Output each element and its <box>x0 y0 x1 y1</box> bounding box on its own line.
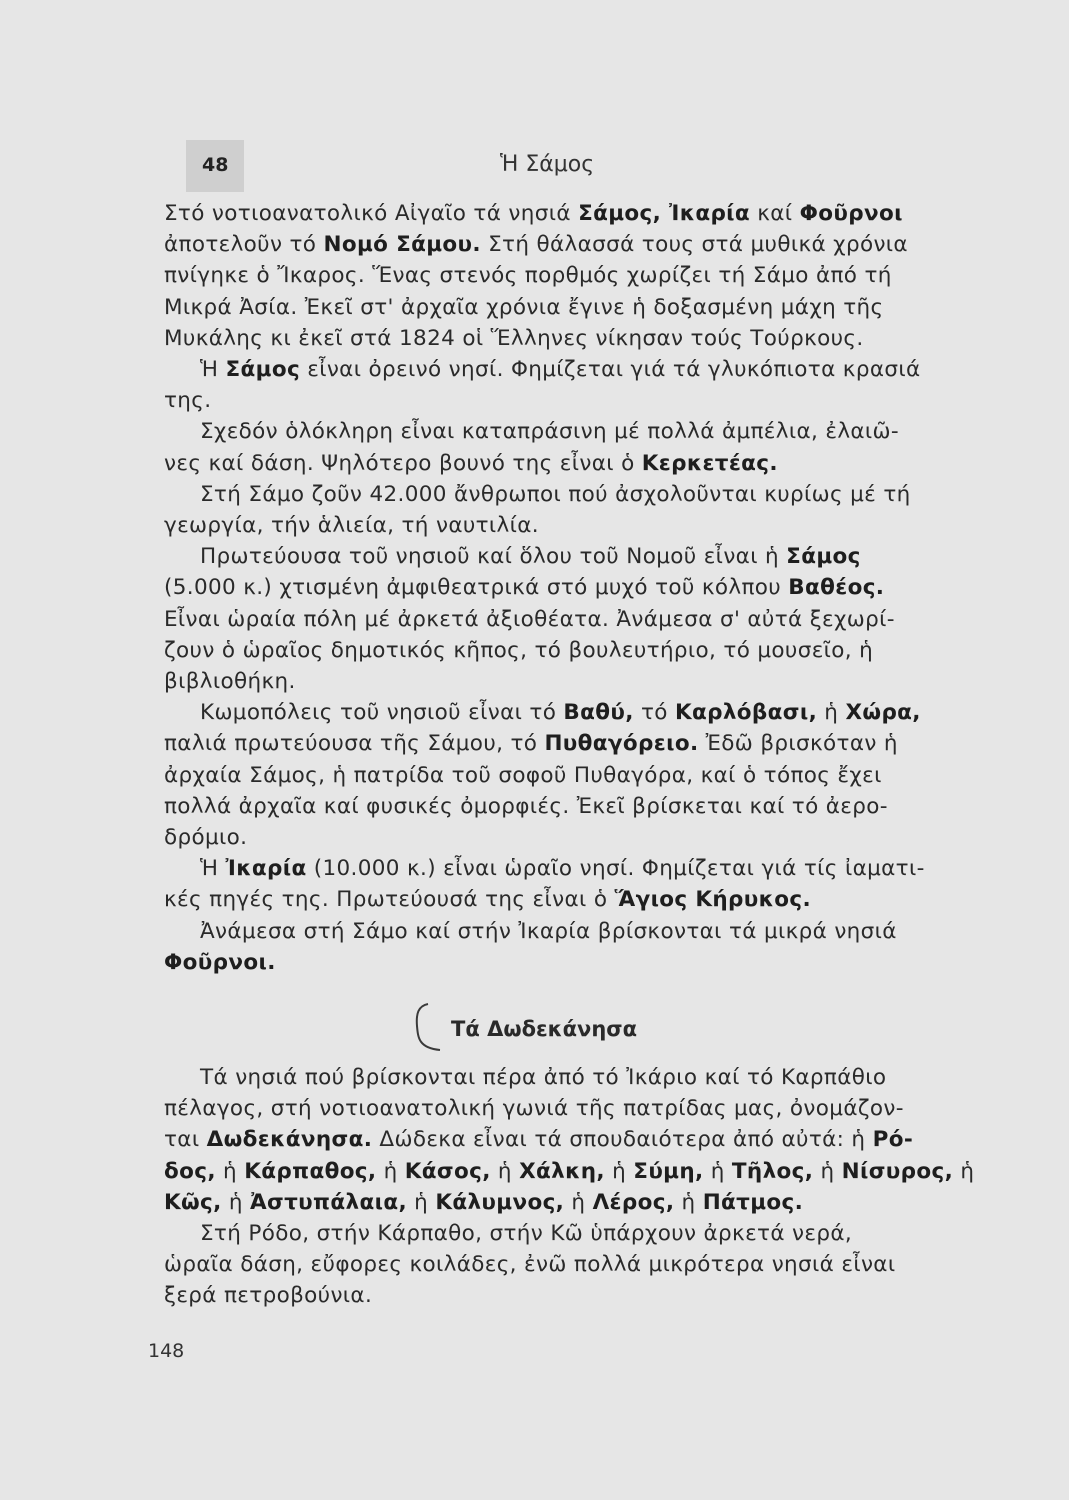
bold-term: Δωδεκάνησα. <box>206 1127 373 1153</box>
bold-term: Ἅγιος Κήρυκος. <box>614 887 811 913</box>
bold-term: Φοῦρνοι. <box>164 949 276 975</box>
text-run: ξερά πετροβούνια. <box>164 1283 373 1309</box>
text-run: Τά νησιά πού βρίσκονται πέρα ἀπό τό Ἰκάριο καί τό Καρπάθιο <box>200 1065 887 1090</box>
bold-term: Νίσυρος, <box>841 1158 954 1184</box>
bold-term: Φοῦρνοι <box>799 201 903 226</box>
text-line <box>164 760 954 791</box>
bold-term: Κάσος, <box>404 1158 491 1184</box>
text-line <box>164 697 954 728</box>
samos-section <box>164 198 954 978</box>
text-run: Πρωτεύουσα τοῦ νησιοῦ καί ὅλου τοῦ Νομοῦ εἶναι ἡ <box>200 544 787 570</box>
text-run: Ἀνάμεσα στή Σάμο καί στήν Ἰκαρία βρίσκονται τά μικρά νησιά <box>200 918 897 944</box>
bold-term: Κάρπαθος, <box>244 1158 377 1184</box>
text-run: Στό νοτιοανατολικό Αἰγαῖο τά νησιά <box>164 201 579 226</box>
text-run: βιβλιοθήκη. <box>164 669 296 695</box>
text-run: τό <box>633 700 675 726</box>
text-line <box>164 229 954 260</box>
section-title: Τά Δωδεκάνησα <box>451 1017 638 1041</box>
page-label-badge <box>186 140 244 192</box>
text-run: Μικρά Ἀσία. Ἐκεῖ στ' ἀρχαῖα χρόνια ἔγινε ἡ δοξασμένη μάχη τῆς <box>164 294 884 320</box>
bold-term: Λέρος, <box>592 1189 675 1215</box>
text-line <box>164 604 954 635</box>
text-run: ἀρχαία Σάμος, ἡ πατρίδα τοῦ σοφοῦ Πυθαγόρα, καί ὁ τόπος ἔχει <box>164 762 882 788</box>
text-run: Ἡ <box>200 856 226 882</box>
text-run: ἡ <box>813 1158 842 1184</box>
text-line <box>164 635 954 666</box>
bold-term: Πάτμος. <box>702 1189 804 1215</box>
bold-term: Κάλυμνος, <box>435 1189 565 1215</box>
bold-term: Χάλκη, <box>519 1158 605 1184</box>
bold-term: Σάμος <box>786 544 861 570</box>
text-line <box>164 791 954 822</box>
bold-term: Βαθέος. <box>788 575 885 601</box>
text-run: πνίγηκε ὁ Ἴκαρος. Ἕνας στενός πορθμός χωρίζει τή Σάμο ἀπό τή <box>164 263 892 289</box>
text-line <box>164 416 954 447</box>
text-line <box>164 853 954 884</box>
text-run: Δώδεκα εἶναι τά σπουδαιότερα ἀπό αὐτά: ἡ <box>372 1127 873 1153</box>
text-run: Στή Σάμο ζοῦν 42.000 ἄνθρωποι πού ἀσχολοῦνται κυρίως μέ τή <box>200 481 911 507</box>
text-line <box>164 1280 954 1311</box>
text-line <box>164 1062 954 1093</box>
text-line <box>164 448 954 479</box>
text-run: Εἶναι ὡραία πόλη μέ ἀρκετά ἀξιοθέατα. Ἀνάμεσα σ' αὐτά ξεχωρί- <box>164 606 895 632</box>
text-run: ἡ <box>564 1189 593 1215</box>
text-run: ἡ <box>406 1189 436 1215</box>
text-run: γεωργία, τήν ἁλιεία, τή ναυτιλία. <box>164 513 539 539</box>
text-run: της. <box>164 388 212 414</box>
bold-term: Πυθαγόρειο. <box>544 731 699 757</box>
text-line <box>164 822 954 853</box>
text-line <box>164 1249 954 1280</box>
running-title: Ἡ Σάμος <box>500 152 595 177</box>
text-line <box>164 541 954 572</box>
text-run: ἡ <box>953 1158 975 1184</box>
page-label: 48 <box>202 154 229 176</box>
text-line <box>164 1124 954 1155</box>
bold-term: Σάμος <box>225 357 301 383</box>
pen-mark-icon <box>410 1000 450 1056</box>
text-run: εἶναι ὀρεινό νησί. Φημίζεται γιά τά γλυκόπιοτα κρασιά <box>300 357 921 383</box>
bold-term: Κῶς, <box>164 1189 222 1215</box>
text-run: πέλαγος, στή νοτιοανατολική γωνιά τῆς πατρίδας μας, ὀνομάζον- <box>164 1096 904 1122</box>
text-line <box>164 1187 954 1218</box>
text-line <box>164 323 954 354</box>
text-run: ἡ <box>490 1158 520 1184</box>
text-run: Στή θάλασσά τους στά μυθικά χρόνια <box>480 232 908 258</box>
text-line <box>164 198 954 229</box>
bold-term: Κερκετέας. <box>641 450 778 476</box>
text-run: ἡ <box>817 700 846 726</box>
page-number: 148 <box>148 1340 185 1362</box>
text-line <box>164 292 954 323</box>
text-run: Κωμοπόλεις τοῦ νησιοῦ εἶναι τό <box>200 700 564 726</box>
text-line <box>164 479 954 510</box>
text-run: ὡραῖα δάση, εὔφορες κοιλάδες, ἐνῶ πολλά μικρότερα νησιά εἶναι <box>164 1252 896 1278</box>
text-line <box>164 354 954 385</box>
bold-term: Σύμη, <box>633 1158 704 1184</box>
bold-term: δος, <box>164 1158 216 1184</box>
text-run: ἀποτελοῦν τό <box>164 232 324 258</box>
bold-term: Χώρα, <box>845 700 921 726</box>
bold-term: Καρλόβασι, <box>674 700 818 726</box>
text-run: πολλά ἀρχαῖα καί φυσικές ὀμορφιές. Ἐκεῖ βρίσκεται καί τό ἀερο- <box>164 793 888 819</box>
text-line <box>164 510 954 541</box>
text-run: Στή Ρόδο, στήν Κάρπαθο, στήν Κῶ ὑπάρχουν ἀρκετά νερά, <box>200 1221 853 1247</box>
bold-term: Νομό Σάμου. <box>323 232 481 258</box>
text-run: Ἐδῶ βρισκόταν ἡ <box>698 731 898 757</box>
text-run: ἡ <box>376 1158 405 1184</box>
text-run: ἡ <box>221 1189 251 1215</box>
text-run: ζουν ὁ ὡραῖος δημοτικός κῆπος, τό βουλευτήριο, τό μουσεῖο, ἡ <box>164 637 874 663</box>
text-line <box>164 947 954 978</box>
text-run: ἡ <box>674 1189 703 1215</box>
text-run: ἡ <box>703 1158 732 1184</box>
text-run: ται <box>164 1127 207 1153</box>
text-run: ἡ <box>215 1158 245 1184</box>
text-line <box>164 1093 954 1124</box>
bold-term: Ἰκαρία <box>225 856 307 882</box>
text-run: καί <box>750 201 800 226</box>
text-run: (5.000 κ.) χτισμένη ἀμφιθεατρικά στό μυχό τοῦ κόλπου <box>164 575 789 601</box>
text-line <box>164 385 954 416</box>
bold-term: Βαθύ, <box>563 700 634 726</box>
bold-term: Ρό- <box>872 1127 914 1153</box>
text-line <box>164 1218 954 1249</box>
bold-term: Τῆλος, <box>731 1158 814 1184</box>
text-run: Ἡ <box>200 357 226 383</box>
text-line <box>164 916 954 947</box>
text-line <box>164 666 954 697</box>
text-run: νες καί δάση. Ψηλότερο βουνό της εἶναι ὁ <box>164 450 642 476</box>
bold-term: Ἀστυπάλαια, <box>250 1189 407 1215</box>
text-run: Μυκάλης κι ἐκεῖ στά 1824 οἱ Ἕλληνες νίκησαν τούς Τούρκους. <box>164 325 864 351</box>
text-run: δρόμιο. <box>164 825 248 851</box>
bold-term: Σάμος, Ἰκαρία <box>578 201 751 226</box>
text-line <box>164 884 954 915</box>
text-run: ἡ <box>604 1158 634 1184</box>
text-line <box>164 260 954 291</box>
text-line <box>164 572 954 603</box>
text-line <box>164 728 954 759</box>
dodecanese-section <box>164 1062 975 1312</box>
text-run: παλιά πρωτεύουσα τῆς Σάμου, τό <box>164 731 545 757</box>
text-run: (10.000 κ.) εἶναι ὡραῖο νησί. Φημίζεται γιά τίς ἰαματι- <box>306 856 925 882</box>
text-run: κές πηγές της. Πρωτεύουσά της εἶναι ὁ <box>164 887 615 913</box>
text-run: Σχεδόν ὁλόκληρη εἶναι καταπράσινη μέ πολλά ἀμπέλια, ἐλαιῶ- <box>200 419 900 445</box>
text-line <box>164 1156 975 1187</box>
